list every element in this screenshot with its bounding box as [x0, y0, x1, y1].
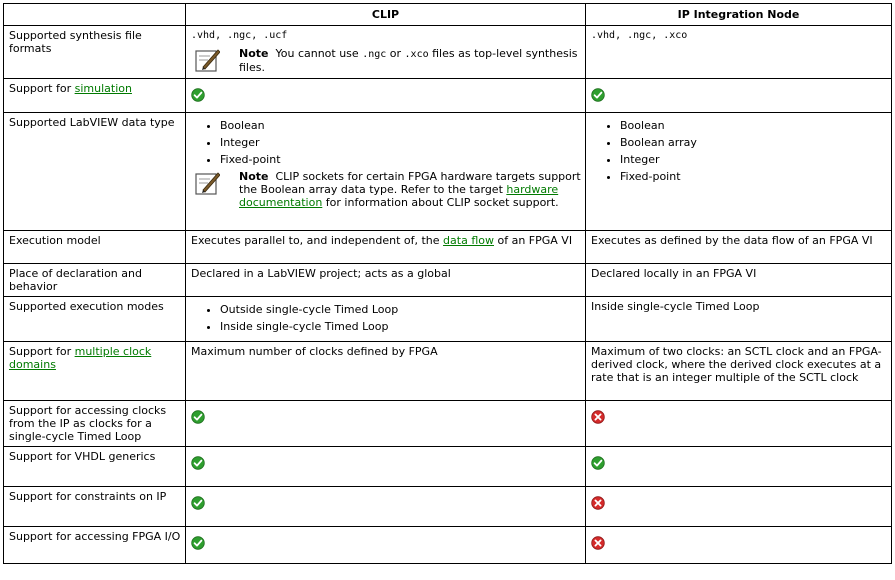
list-item: • Outside single-cycle Timed Loop: [220, 303, 581, 316]
ipin-cell: Declared locally in an FPGA VI: [586, 264, 892, 297]
file-formats-value: .vhd, .ngc, .ucf: [191, 30, 288, 41]
ipin-cell: [586, 487, 892, 527]
note-text-post: files as top-level synthesis files.: [239, 47, 578, 74]
check-icon: [591, 456, 605, 473]
table-row: [4, 79, 892, 113]
clip-cell: [186, 113, 586, 231]
check-icon: [191, 456, 205, 473]
table-row: [4, 113, 892, 231]
row-label: Supported LabVIEW data type: [4, 113, 186, 231]
clip-cell: [186, 487, 586, 527]
table-row: [4, 527, 892, 564]
ipin-datatype-list: [591, 119, 887, 183]
list-item: • Fixed-point: [220, 153, 581, 166]
table-row: [4, 401, 892, 447]
table-row: [4, 264, 892, 297]
exec-model-text-pre: Executes parallel to, and independent of, the: [191, 234, 444, 247]
row-label: Place of declaration and behavior: [4, 264, 186, 297]
clip-cell: [186, 447, 586, 487]
note-title: Note: [239, 47, 269, 60]
ipin-cell: [586, 113, 892, 231]
clip-cell: [186, 231, 586, 264]
clip-cell: [186, 401, 586, 447]
note-title: Note: [239, 170, 269, 183]
row-label: [4, 342, 186, 401]
header-ip-integration-node: IP Integration Node: [586, 4, 892, 26]
note-box: [191, 47, 581, 75]
file-formats-value: .vhd, .ngc, .xco: [591, 30, 688, 41]
check-icon: [591, 88, 605, 105]
row-label: Support for accessing FPGA I/O: [4, 527, 186, 564]
check-icon: [191, 410, 205, 427]
row-label-prefix: Support for: [9, 82, 75, 95]
list-item: • Fixed-point: [620, 170, 887, 183]
ipin-cell: Inside single-cycle Timed Loop: [586, 297, 892, 342]
check-icon: [191, 536, 205, 553]
ipin-cell: [586, 527, 892, 564]
note-text-pre: CLIP sockets for certain FPGA hardware targets support the Boolean array data type. Refer to the target: [239, 170, 581, 196]
ipin-cell: [586, 447, 892, 487]
simulation-link[interactable]: simulation: [74, 82, 132, 95]
multiple-clock-domains-link[interactable]: multiple clock domains: [9, 345, 152, 371]
ipin-cell: [586, 79, 892, 113]
table-row: [4, 447, 892, 487]
table-row: [4, 342, 892, 401]
row-label: Support for constraints on IP: [4, 487, 186, 527]
exec-model-text-post: of an FPGA VI: [493, 234, 573, 247]
table-row: [4, 231, 892, 264]
clip-cell: [186, 79, 586, 113]
list-item: • Boolean: [220, 119, 581, 132]
clip-datatype-list: [191, 119, 581, 166]
table-row: [4, 487, 892, 527]
list-item: • Boolean: [620, 119, 887, 132]
comparison-table: [3, 3, 892, 564]
clip-cell: [186, 527, 586, 564]
clip-cell: Maximum number of clocks defined by FPGA: [186, 342, 586, 401]
row-label: Support for VHDL generics: [4, 447, 186, 487]
row-label: Support for accessing clocks from the IP as clocks for a single-cycle Timed Loop: [4, 401, 186, 447]
cross-icon: [591, 410, 605, 427]
note-code-ngc: .ngc: [362, 49, 387, 60]
note-text-pre: You cannot use: [275, 47, 363, 60]
row-label: Execution model: [4, 231, 186, 264]
row-label: Supported synthesis file formats: [4, 26, 186, 79]
ipin-cell: [586, 401, 892, 447]
check-icon: [191, 88, 205, 105]
list-item: • Integer: [620, 153, 887, 166]
exec-modes-list: [191, 303, 581, 333]
table-row: [4, 297, 892, 342]
list-item: • Inside single-cycle Timed Loop: [220, 320, 581, 333]
note-box: [191, 170, 581, 209]
check-icon: [191, 496, 205, 513]
note-text-mid: or: [386, 47, 405, 60]
row-label-prefix: Support for: [9, 345, 75, 358]
header-row: [4, 4, 892, 26]
list-item: • Integer: [220, 136, 581, 149]
header-blank: [4, 4, 186, 26]
table-row: [4, 26, 892, 79]
note-pen-icon: [194, 170, 220, 199]
row-label: Supported execution modes: [4, 297, 186, 342]
cross-icon: [591, 536, 605, 553]
ipin-cell: Maximum of two clocks: an SCTL clock and an FPGA-derived clock, where the derived clock executes at a rate that is an integer multiple of the SCTL clock: [586, 342, 892, 401]
note-pen-icon: [194, 47, 220, 76]
hardware-documentation-link[interactable]: hardware documentation: [239, 183, 559, 209]
ipin-cell: [586, 26, 892, 79]
header-clip: CLIP: [186, 4, 586, 26]
note-code-xco: .xco: [404, 49, 429, 60]
list-item: • Boolean array: [620, 136, 887, 149]
clip-cell: [186, 26, 586, 79]
clip-cell: [186, 297, 586, 342]
note-text-post: for information about CLIP socket support.: [322, 196, 559, 209]
clip-cell: Declared in a LabVIEW project; acts as a global: [186, 264, 586, 297]
cross-icon: [591, 496, 605, 513]
data-flow-link[interactable]: data flow: [443, 234, 494, 247]
row-label: [4, 79, 186, 113]
ipin-cell: Executes as defined by the data flow of an FPGA VI: [586, 231, 892, 264]
